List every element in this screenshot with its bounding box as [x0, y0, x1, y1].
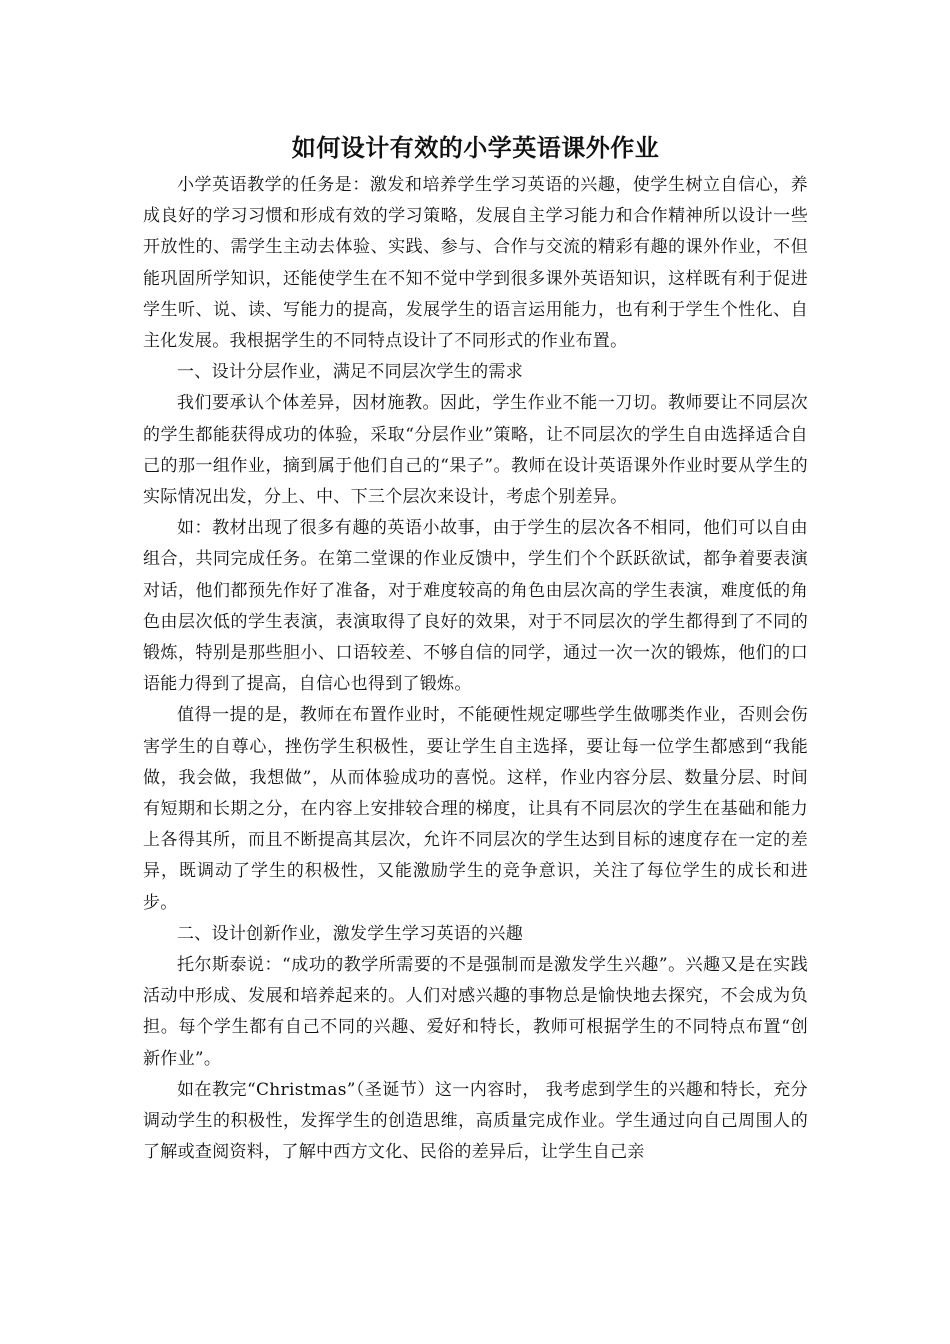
intro-paragraph: 小学英语教学的任务是：激发和培养学生学习英语的兴趣，使学生树立自信心，养成良好的学习习惯和形成有效的学习策略，发展自主学习能力和合作精神所以设计一些开放性的、需学生主动去体验、实践、参与、合作与交流的精彩有趣的课外作业，不但能巩固所学知识，还能使学生在不知不觉中学到很多课外英语知识，这样既有利于促进学生听、说、读、写能力的提高，发展学生的语言运用能力，也有利于学生个性化、自主化发展。我根据学生的不同特点设计了不同形式的作业布置。 — [143, 175, 808, 352]
document-page — [143, 128, 808, 1169]
section-heading-1: 一、设计分层作业，满足不同层次学生的需求 — [177, 362, 523, 383]
document-title: 如何设计有效的小学英语课外作业 — [291, 133, 660, 162]
body-paragraph: 我们要承认个体差异，因材施教。因此，学生作业不能一刀切。教师要让不同层次的学生都能获得成功的体验，采取“分层作业”策略，让不同层次的学生自由选择适合自己的那一组作业，摘到属于他们自己的“果子”。教师在设计英语课外作业时要从学生的实际情况出发，分上、中、下三个层次来设计，考虑个别差异。 — [143, 393, 808, 508]
section-heading-2: 二、设计创新作业，激发学生学习英语的兴趣 — [177, 923, 523, 944]
body-paragraph: 如：教材出现了很多有趣的英语小故事，由于学生的层次各不相同，他们可以自由组合，共同完成任务。在第二堂课的作业反馈中，学生们个个跃跃欲试，都争着要表演对话，他们都预先作好了准备，对于难度较高的角色由层次高的学生表演，难度低的角色由层次低的学生表演，表演取得了良好的效果，对于不同层次的学生都得到了不同的锻炼，特别是那些胆小、口语较差、不够自信的同学，通过一次一次的锻炼，他们的口语能力得到了提高，自信心也得到了锻炼。 — [143, 518, 808, 695]
body-paragraph: 如在教完“Christmas”（圣诞节）这一内容时， 我考虑到学生的兴趣和特长，充分调动学生的积极性，发挥学生的创造思维，高质量完成作业。学生通过向自己周围人的了解或查阅资料，了解中西方文化、民俗的差异后，让学生自己亲 — [143, 1079, 808, 1163]
body-paragraph: 值得一提的是，教师在布置作业时，不能硬性规定哪些学生做哪类作业，否则会伤害学生的自尊心，挫伤学生积极性，要让学生自主选择，要让每一位学生都感到“我能做，我会做，我想做”，从而体验成功的喜悦。这样，作业内容分层、数量分层、时间有短期和长期之分，在内容上安排较合理的梯度，让具有不同层次的学生在基础和能力上各得其所，而且不断提高其层次，允许不同层次的学生达到目标的速度存在一定的差异，既调动了学生的积极性，又能激励学生的竞争意识，关注了每位学生的成长和进步。 — [143, 705, 808, 913]
body-paragraph: 托尔斯泰说：“成功的教学所需要的不是强制而是激发学生兴趣”。兴趣又是在实践活动中形成、发展和培养起来的。人们对感兴趣的事物总是愉快地去探究，不会成为负担。每个学生都有自己不同的兴趣、爱好和特长，教师可根据学生的不同特点布置“创新作业”。 — [143, 955, 808, 1069]
